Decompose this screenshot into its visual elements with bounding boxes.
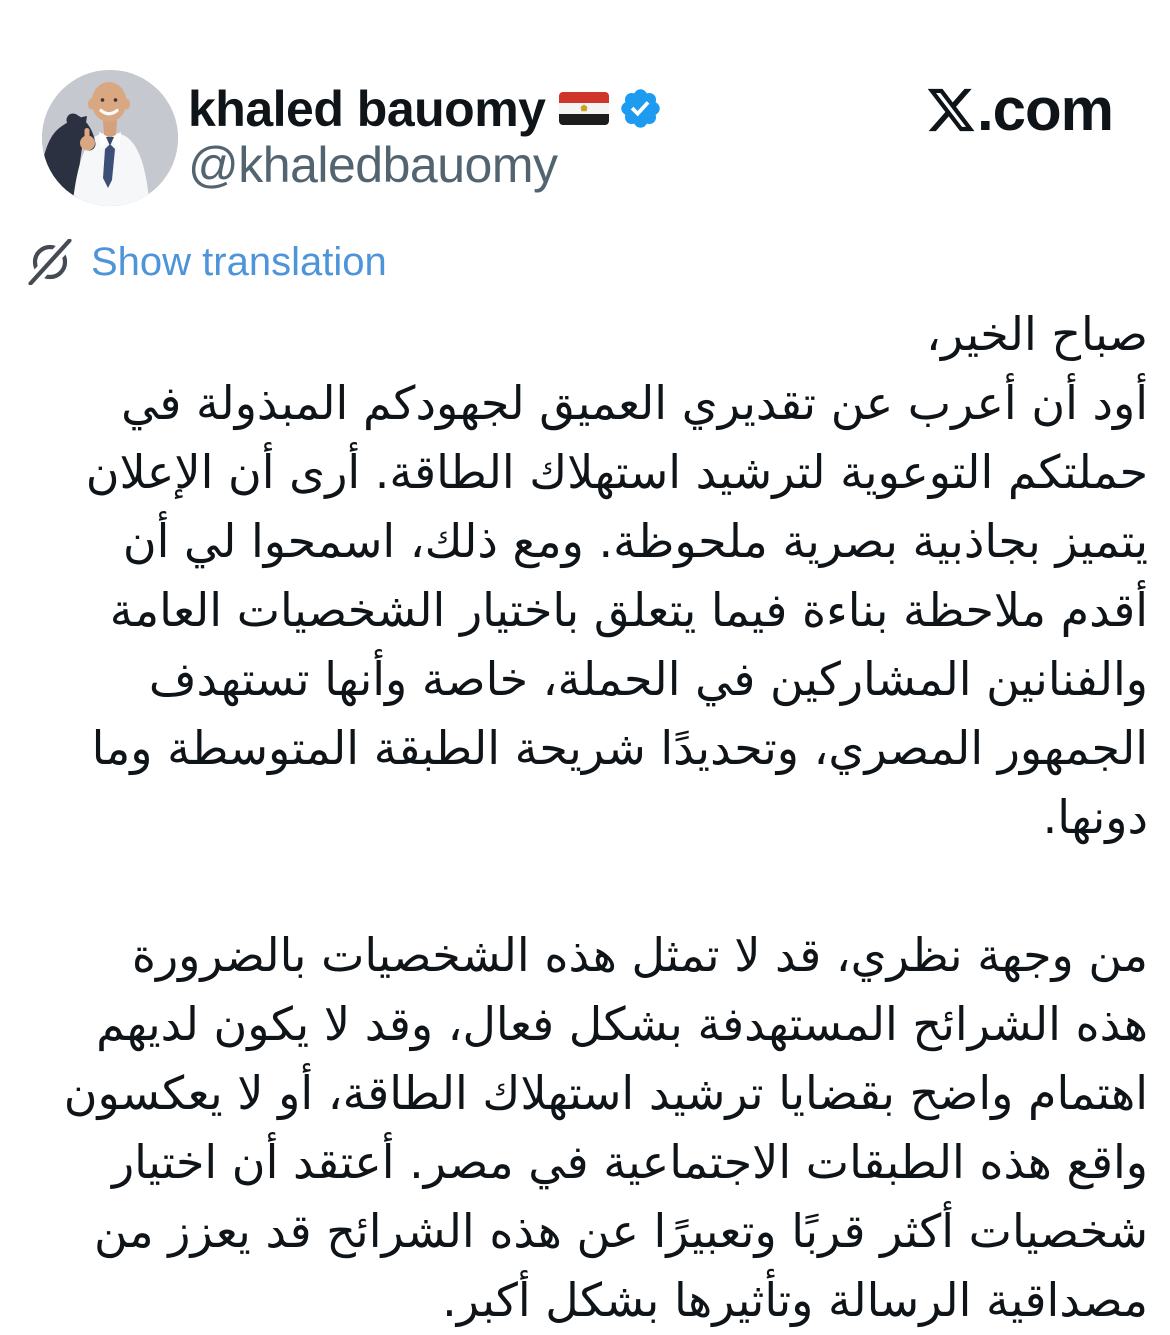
- tweet-line: هذه الشرائح المستهدفة بشكل فعال، وقد لا يكون لديهم: [96, 997, 1148, 1051]
- show-translation-button[interactable]: [27, 238, 387, 286]
- tweet-paragraph-2: [10, 921, 1148, 1335]
- tweet-line: صباح الخير،: [926, 307, 1148, 361]
- egypt-flag-icon: [559, 92, 609, 125]
- tweet-line: والفنانين المشاركين في الحملة، خاصة وأنها تستهدف: [148, 652, 1148, 706]
- show-translation-label: Show translation: [91, 240, 387, 284]
- profile-header: [188, 80, 663, 194]
- tweet-line: يتميز بجاذبية بصرية ملحوظة. ومع ذلك، اسمحوا لي أن: [122, 514, 1148, 568]
- x-logo-icon: [925, 84, 977, 136]
- name-row[interactable]: [188, 80, 663, 137]
- verified-icon: [618, 86, 663, 131]
- tweet-line: حملتكم التوعوية لترشيد استهلاك الطاقة. أرى أن الإعلان: [85, 445, 1148, 499]
- tweet-line: اهتمام واضح بقضايا ترشيد استهلاك الطاقة، أو لا يعكسون: [63, 1066, 1148, 1120]
- tweet-line: أقدم ملاحظة بناءة فيما يتعلق باختيار الشخصيات العامة: [109, 583, 1148, 637]
- tweet-line: الجمهور المصري، وتحديدًا شريحة الطبقة المتوسطة وما: [91, 721, 1148, 775]
- avatar-illustration: [42, 70, 178, 206]
- tweet-paragraph-1: [10, 300, 1148, 852]
- tweet-line: دونها.: [1042, 790, 1148, 844]
- tweet-line: أود أن أعرب عن تقديري العميق لجهودكم المبذولة في: [121, 376, 1148, 430]
- translate-icon: [27, 239, 73, 285]
- user-handle[interactable]: @khaledbauomy: [188, 137, 558, 193]
- tweet-text: [10, 300, 1148, 1335]
- avatar[interactable]: [42, 70, 178, 206]
- tweet-line: مصداقية الرسالة وتأثيرها بشكل أكبر.: [442, 1273, 1148, 1327]
- tweet-line: شخصيات أكثر قربًا وتعبيرًا عن هذه الشرائح قد يعزز من: [93, 1204, 1148, 1258]
- xcom-watermark[interactable]: [925, 76, 1113, 156]
- tweet-line: من وجهة نظري، قد لا تمثل هذه الشخصيات بالضرورة: [131, 928, 1148, 982]
- watermark-domain: .com: [976, 76, 1113, 143]
- tweet-line: واقع هذه الطبقات الاجتماعية في مصر. أعتقد أن اختيار: [111, 1135, 1148, 1189]
- display-name[interactable]: khaled bauomy: [188, 80, 546, 137]
